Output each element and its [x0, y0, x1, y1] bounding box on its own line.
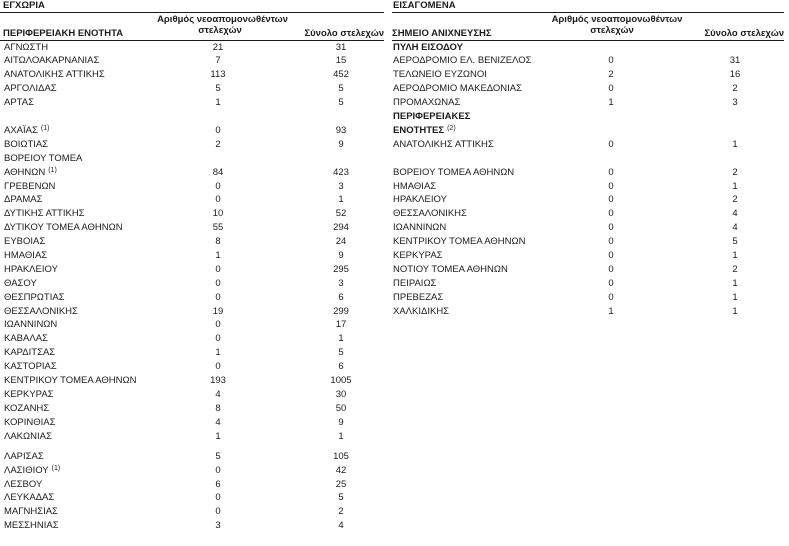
table-row: [0, 450, 384, 464]
new-isolates-value: 0: [215, 464, 221, 476]
name-cell: [393, 277, 436, 291]
name-cell: [4, 491, 54, 505]
name-cell: [393, 68, 487, 82]
new-isolates-value: 0: [215, 492, 221, 504]
new-isolates-value: 55: [212, 222, 224, 234]
new-isolates-value: 0: [608, 180, 614, 192]
total-isolates-value: 2: [732, 166, 738, 178]
table-row: [392, 166, 784, 180]
name-cell: [4, 402, 49, 416]
new-isolates-value: 4: [215, 416, 221, 428]
name-cell: [4, 478, 42, 492]
name-cell: [4, 519, 59, 533]
footnote-marker: (1): [40, 124, 50, 132]
name-cell: [4, 505, 58, 519]
table-row: [392, 207, 784, 221]
new-isolates-value: 0: [608, 166, 614, 178]
new-isolates-value: 2: [608, 69, 614, 81]
row-label: ΚΑΡΔΙΤΣΑΣ: [4, 347, 56, 359]
new-isolates-value: 0: [215, 263, 221, 275]
name-cell: [4, 464, 60, 479]
table-row: [392, 68, 784, 82]
total-isolates-value: 5: [338, 83, 344, 95]
name-cell: [4, 430, 52, 444]
new-isolates-value: 0: [608, 55, 614, 67]
total-isolates-value: 1: [338, 333, 344, 345]
total-isolates-value: 6: [338, 291, 344, 303]
row-label: ΚΕΝΤΡΙΚΟΥ ΤΟΜΕΑ ΑΘΗΝΩΝ: [4, 374, 137, 386]
row-label: ΜΑΓΝΗΣΙΑΣ: [4, 506, 58, 518]
table-row: [392, 263, 784, 277]
table-row: [0, 305, 384, 319]
row-label: ΗΜΑΘΙΑΣ: [4, 249, 48, 261]
total-isolates-value: 2: [338, 506, 344, 518]
row-label: ΔΡΑΜΑΣ: [4, 194, 43, 206]
table-row: [0, 207, 384, 221]
table-row: [0, 263, 384, 277]
total-isolates-value: 9: [338, 416, 344, 428]
name-cell: [4, 152, 82, 166]
new-isolates-value: 4: [215, 388, 221, 400]
row-label: ΗΡΑΚΛΕΙΟΥ: [393, 194, 447, 206]
table-row: [0, 318, 384, 332]
row-label: ΙΩΑΝΝΙΝΩΝ: [4, 319, 58, 331]
new-isolates-value: 0: [215, 319, 221, 331]
name-cell: [393, 82, 522, 96]
row-label: ΚΟΡΙΝΘΙΑΣ: [4, 416, 56, 428]
table-row: [0, 402, 384, 416]
table-row: [392, 96, 784, 110]
title-rule: [0, 12, 384, 13]
total-isolates-value: 52: [335, 208, 347, 220]
total-isolates-value: 15: [335, 55, 347, 67]
name-cell: [393, 235, 525, 249]
new-isolates-value: 0: [608, 263, 614, 275]
column-header-new-isolates-line2: στελεχών: [590, 25, 634, 36]
total-isolates-value: 93: [335, 124, 347, 136]
name-cell: [393, 110, 470, 124]
table-row: [392, 193, 784, 207]
row-label: ΤΕΛΩΝΕΙΟ ΕΥΖΩΝΟΙ: [393, 69, 487, 81]
row-label: ΑΧΑΪΑΣ: [4, 124, 38, 136]
table-row: [0, 68, 384, 82]
row-label: ΚΕΝΤΡΙΚΟΥ ΤΟΜΕΑ ΑΘΗΝΩΝ: [393, 236, 526, 248]
new-isolates-value: 0: [608, 249, 614, 261]
table-row: [392, 249, 784, 263]
new-isolates-value: 0: [608, 277, 614, 289]
total-isolates-value: 452: [333, 69, 349, 81]
new-isolates-value: 0: [215, 194, 221, 206]
name-cell: [393, 124, 456, 139]
row-label: ΑΘΗΝΩΝ: [4, 166, 46, 178]
name-cell: [393, 221, 446, 235]
row-label: ΓΡΕΒΕΝΩΝ: [4, 180, 56, 192]
row-label: ΘΕΣΣΑΛΟΝΙΚΗΣ: [393, 208, 467, 220]
name-cell: [4, 263, 58, 277]
row-label: ΧΑΛΚΙΔΙΚΗΣ: [393, 305, 450, 317]
new-isolates-value: 8: [215, 402, 221, 414]
row-label: ΑΕΡΟΔΡΟΜΙΟ ΜΑΚΕΔΟΝΙΑΣ: [393, 83, 523, 95]
row-label: ΚΑΣΤΟΡΙΑΣ: [4, 361, 57, 373]
table-row: [0, 478, 384, 492]
table-row: [0, 249, 384, 263]
total-isolates-value: 25: [335, 478, 347, 490]
table-row: [0, 291, 384, 305]
row-label: ΚΑΒΑΛΑΣ: [4, 333, 48, 345]
table-row: [0, 332, 384, 346]
new-isolates-value: 3: [215, 520, 221, 532]
new-isolates-value: 0: [608, 291, 614, 303]
total-isolates-value: 3: [338, 180, 344, 192]
group-heading: [392, 124, 784, 138]
new-isolates-value: 0: [608, 83, 614, 95]
group-heading: [392, 41, 784, 55]
column-header-new-isolates-line2: στελεχών: [198, 25, 242, 36]
new-isolates-value: 19: [212, 305, 224, 317]
row-label: ΠΕΡΙΦΕΡΕΙΑΚΕΣ: [393, 111, 471, 123]
row-label: ΗΡΑΚΛΕΙΟΥ: [4, 263, 58, 275]
total-isolates-value: 1: [732, 305, 738, 317]
total-isolates-value: 31: [729, 55, 741, 67]
table-row: [392, 138, 784, 152]
name-cell: [4, 180, 55, 194]
table-row: [392, 221, 784, 235]
total-isolates-value: 295: [333, 263, 349, 275]
total-isolates-value: 1: [732, 138, 738, 150]
total-isolates-value: 6: [338, 361, 344, 373]
row-label: ΕΥΒΟΙΑΣ: [4, 236, 46, 248]
row-label: ΚΟΖΑΝΗΣ: [4, 402, 50, 414]
blank-row: [392, 152, 784, 166]
new-isolates-value: 1: [215, 347, 221, 359]
name-cell: [4, 54, 99, 68]
table-row: [392, 180, 784, 194]
name-cell: [393, 291, 443, 305]
total-isolates-value: 1: [732, 180, 738, 192]
table-row: [0, 430, 384, 444]
name-cell: [393, 41, 463, 55]
new-isolates-value: 10: [212, 208, 224, 220]
total-isolates-value: 5: [338, 97, 344, 109]
table-row: [0, 360, 384, 374]
column-header-new-isolates: Αριθμός νεοαπομονωθέντων: [551, 14, 683, 25]
footnote-marker: (2): [447, 124, 456, 132]
column-header-total: Σύνολο στελεχών: [704, 28, 784, 39]
total-isolates-value: 30: [335, 388, 347, 400]
total-isolates-value: 4: [732, 208, 738, 220]
column-header-total: Σύνολο στελεχών: [304, 28, 384, 39]
total-isolates-value: 17: [335, 319, 347, 331]
row-label: ΒΟΡΕΙΟΥ ΤΟΜΕΑ ΑΘΗΝΩΝ: [393, 166, 515, 178]
name-cell: [4, 82, 57, 96]
row-label: ΕΝΟΤΗΤΕΣ: [393, 124, 445, 136]
row-label: ΛΑΡΙΣΑΣ: [4, 450, 44, 462]
row-label: ΚΕΡΚΥΡΑΣ: [4, 388, 54, 400]
total-isolates-value: 2: [732, 83, 738, 95]
footnote-marker: (1): [48, 166, 57, 174]
row-label: ΔΥΤΙΚΟΥ ΤΟΜΕΑ ΑΘΗΝΩΝ: [4, 222, 123, 234]
new-isolates-value: 0: [215, 333, 221, 345]
table-row: [0, 193, 384, 207]
row-label: ΑΝΑΤΟΛΙΚΗΣ ΑΤΤΙΚΗΣ: [393, 138, 494, 150]
name-cell: [4, 277, 37, 291]
name-cell: [4, 235, 45, 249]
total-isolates-value: 9: [338, 249, 344, 261]
new-isolates-value: 84: [212, 166, 224, 178]
new-isolates-value: 1: [608, 97, 614, 109]
new-isolates-value: 0: [608, 138, 614, 150]
new-isolates-value: 5: [215, 83, 221, 95]
table-row: [0, 180, 384, 194]
name-cell: [4, 166, 57, 181]
new-isolates-value: 5: [215, 450, 221, 462]
name-cell: [4, 450, 44, 464]
total-isolates-value: 1: [732, 249, 738, 261]
name-cell: [4, 221, 123, 235]
new-isolates-value: 0: [608, 236, 614, 248]
total-isolates-value: 3: [338, 277, 344, 289]
new-isolates-value: 1: [215, 97, 221, 109]
name-cell: [393, 138, 494, 152]
row-label: ΘΑΣΟΥ: [4, 277, 37, 289]
row-label: ΜΕΣΣΗΝΙΑΣ: [4, 520, 59, 532]
name-cell: [4, 68, 105, 82]
new-isolates-value: 21: [212, 41, 224, 53]
row-label: ΙΩΑΝΝΙΝΩΝ: [393, 222, 447, 234]
total-isolates-value: 294: [333, 222, 349, 234]
name-cell: [4, 124, 49, 139]
table-row: [392, 54, 784, 68]
row-label: ΚΕΡΚΥΡΑΣ: [393, 249, 443, 261]
total-isolates-value: 2: [732, 263, 738, 275]
table-title: ΕΙΣΑΓΟΜΕΝΑ: [393, 0, 456, 11]
total-isolates-value: 42: [335, 464, 347, 476]
name-cell: [4, 346, 55, 360]
row-label: ΑΓΝΩΣΤΗ: [4, 41, 49, 53]
row-label: ΠΡΕΒΕΖΑΣ: [393, 291, 444, 303]
name-cell: [4, 305, 78, 319]
new-isolates-value: 193: [210, 374, 226, 386]
new-isolates-value: 7: [215, 55, 221, 67]
table-body: [0, 41, 384, 534]
new-isolates-value: 0: [215, 124, 221, 136]
row-label: ΠΥΛΗ ΕΙΣΟΔΟΥ: [393, 41, 464, 53]
name-cell: [393, 166, 514, 180]
row-label: ΛΑΣΙΘΙΟΥ: [4, 464, 49, 476]
total-isolates-value: 9: [338, 138, 344, 150]
new-isolates-value: 2: [215, 138, 221, 150]
table-row: [392, 305, 784, 319]
footnote-marker: (1): [51, 464, 61, 472]
name-cell: [4, 318, 57, 332]
row-label: ΛΕΥΚΑΔΑΣ: [4, 492, 55, 504]
total-isolates-value: 105: [333, 450, 349, 462]
table-row: [0, 416, 384, 430]
name-cell: [393, 249, 443, 263]
name-cell: [4, 360, 57, 374]
new-isolates-value: 6: [215, 478, 221, 490]
table-row: [0, 166, 384, 180]
name-cell: [4, 291, 65, 305]
total-isolates-value: 50: [335, 402, 347, 414]
name-cell: [4, 138, 48, 152]
total-isolates-value: 16: [729, 69, 741, 81]
row-label: ΑΙΤΩΛΟΑΚΑΡΝΑΝΙΑΣ: [4, 55, 100, 67]
table-row: [0, 505, 384, 519]
total-isolates-value: 31: [335, 41, 347, 53]
group-heading: [392, 110, 784, 124]
name-cell: [393, 193, 447, 207]
new-isolates-value: 0: [215, 180, 221, 192]
total-isolates-value: 24: [335, 236, 347, 248]
total-isolates-value: 1: [732, 291, 738, 303]
new-isolates-value: 0: [215, 506, 221, 518]
table-row: [392, 277, 784, 291]
imported-table: [392, 0, 784, 546]
name-cell: [393, 54, 532, 68]
table-row: [0, 277, 384, 291]
name-cell: [393, 305, 449, 319]
table-row: [392, 291, 784, 305]
name-cell: [4, 96, 34, 110]
new-isolates-value: 0: [215, 361, 221, 373]
total-isolates-value: 5: [338, 347, 344, 359]
column-header-detection-point: ΣΗΜΕΙΟ ΑΝΙΧΝΕΥΣΗΣ: [392, 28, 492, 39]
total-isolates-value: 4: [338, 520, 344, 532]
table-row: [0, 235, 384, 249]
column-header-new-isolates: Αριθμός νεοαπομονωθέντων: [157, 14, 288, 25]
total-isolates-value: 1: [338, 430, 344, 442]
table-row: [0, 519, 384, 533]
blank-row: [0, 110, 384, 124]
table-body: [392, 41, 784, 319]
table-row: [392, 82, 784, 96]
total-isolates-value: 5: [732, 236, 738, 248]
total-isolates-value: 1005: [330, 374, 352, 386]
table-row: [0, 138, 384, 152]
row-label: ΗΜΑΘΙΑΣ: [393, 180, 437, 192]
name-cell: [4, 416, 56, 430]
new-isolates-value: 0: [215, 277, 221, 289]
name-cell: [4, 41, 48, 55]
row-label: ΠΕΙΡΑΙΩΣ: [393, 277, 437, 289]
new-isolates-value: 1: [215, 430, 221, 442]
new-isolates-value: 0: [608, 208, 614, 220]
table-row: [0, 54, 384, 68]
new-isolates-value: 0: [608, 194, 614, 206]
domestic-table: [0, 0, 384, 546]
row-label: ΛΑΚΩΝΙΑΣ: [4, 430, 52, 442]
name-cell: [4, 388, 54, 402]
row-label: ΑΝΑΤΟΛΙΚΗΣ ΑΤΤΙΚΗΣ: [4, 69, 105, 81]
name-cell: [4, 193, 42, 207]
table-title: ΕΓΧΩΡΙΑ: [3, 0, 45, 11]
new-isolates-value: 1: [215, 249, 221, 261]
name-cell: [4, 207, 85, 221]
row-label: ΑΡΤΑΣ: [4, 97, 34, 109]
name-cell: [4, 249, 47, 263]
new-isolates-value: 0: [608, 222, 614, 234]
title-rule: [392, 12, 784, 13]
row-label: ΘΕΣΣΑΛΟΝΙΚΗΣ: [4, 305, 78, 317]
row-label: ΠΡΟΜΑΧΩΝΑΣ: [393, 97, 461, 109]
new-isolates-value: 8: [215, 236, 221, 248]
row-label: ΝΟΤΙΟΥ ΤΟΜΕΑ ΑΘΗΝΩΝ: [393, 263, 508, 275]
table-row: [0, 346, 384, 360]
column-header-region: ΠΕΡΙΦΕΡΕΙΑΚΗ ΕΝΟΤΗΤΑ: [3, 28, 124, 39]
table-row: [0, 388, 384, 402]
table-row: [0, 491, 384, 505]
table-row: [0, 124, 384, 138]
total-isolates-value: 3: [732, 97, 738, 109]
row-label: ΑΡΓΟΛΙΔΑΣ: [4, 83, 57, 95]
name-cell: [393, 96, 460, 110]
name-cell: [4, 332, 48, 346]
table-row: [0, 221, 384, 235]
table-row: [0, 464, 384, 478]
new-isolates-value: 1: [608, 305, 614, 317]
total-isolates-value: 5: [338, 492, 344, 504]
row-label: ΔΥΤΙΚΗΣ ΑΤΤΙΚΗΣ: [4, 208, 85, 220]
total-isolates-value: 1: [338, 194, 344, 206]
row-label: ΑΕΡΟΔΡΟΜΙΟ ΕΛ. ΒΕΝΙΖΕΛΟΣ: [393, 55, 532, 67]
table-row: [392, 235, 784, 249]
table-row: [0, 152, 384, 166]
new-isolates-value: 113: [210, 69, 226, 81]
table-row: [0, 374, 384, 388]
new-isolates-value: 0: [215, 291, 221, 303]
total-isolates-value: 423: [333, 166, 349, 178]
total-isolates-value: 1: [732, 277, 738, 289]
table-row: [0, 82, 384, 96]
name-cell: [393, 180, 436, 194]
total-isolates-value: 2: [732, 194, 738, 206]
total-isolates-value: 299: [333, 305, 349, 317]
row-label: ΒΟΡΕΙΟΥ ΤΟΜΕΑ: [4, 152, 83, 164]
total-isolates-value: 4: [732, 222, 738, 234]
name-cell: [4, 374, 136, 388]
row-label: ΒΟΙΩΤΙΑΣ: [4, 138, 49, 150]
row-label: ΘΕΣΠΡΩΤΙΑΣ: [4, 291, 65, 303]
name-cell: [393, 207, 467, 221]
table-row: [0, 96, 384, 110]
table-row: [0, 41, 384, 55]
row-label: ΛΕΣΒΟΥ: [4, 478, 43, 490]
name-cell: [393, 263, 508, 277]
